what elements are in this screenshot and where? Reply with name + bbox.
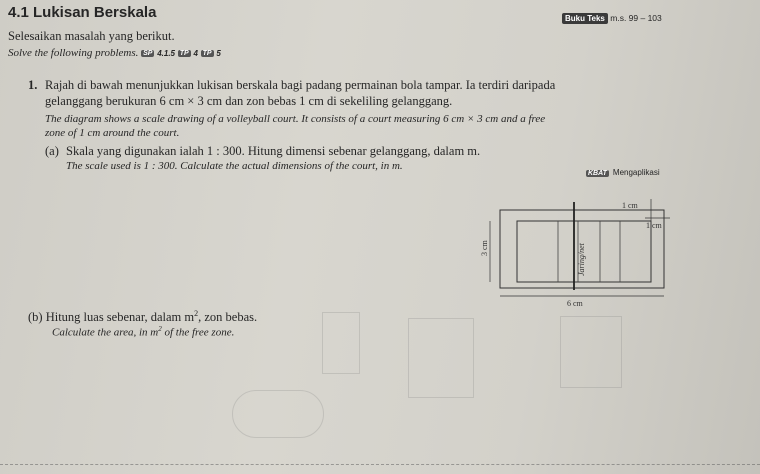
right-dimension-label: 1 cm	[646, 221, 662, 230]
question-english-line: The diagram shows a scale drawing of a volleyball court. It consists of a court measuring 6 cm × 3 cm and a free	[45, 113, 546, 125]
sp-chip: SP	[143, 50, 153, 57]
tp-level: 4	[193, 49, 198, 58]
bleed-through-shape	[560, 316, 622, 388]
net-label: Jaring/net	[577, 243, 586, 276]
question-malay-line: Rajah di bawah menunjukkan lukisan berskala bagi padang permainan bola tampar. Ia terdiri daripada	[45, 78, 556, 92]
tp-chip: TP	[202, 50, 212, 57]
bleed-through-shape	[408, 318, 474, 398]
part-b-label: (b)	[28, 310, 43, 325]
instruction-malay: Selesaikan masalah yang berikut.	[8, 29, 175, 43]
instruction-english	[8, 47, 221, 59]
textbook-reference	[562, 13, 662, 24]
part-b-english-prefix: Calculate the area, in m	[52, 326, 159, 339]
page-reference: m.s. 99 – 103	[610, 13, 662, 23]
question-malay-line: gelanggang berukuran 6 cm × 3 cm dan zon bebas 1 cm di sekeliling gelanggang.	[45, 94, 453, 108]
left-dimension-label: 3 cm	[480, 240, 489, 256]
kbat-chip: KBAT	[588, 170, 607, 177]
part-b-malay-prefix: Hitung luas sebenar, dalam m	[45, 310, 195, 325]
volleyball-court-diagram	[470, 196, 680, 312]
superscript: 2	[194, 309, 199, 318]
bottom-dimension-label: 6 cm	[567, 299, 583, 308]
superscript: 2	[158, 325, 162, 333]
part-a-english: The scale used is 1 : 300. Calculate the actual dimensions of the court, in m.	[66, 160, 403, 172]
bleed-through-shape	[232, 390, 324, 438]
part-b-malay	[28, 309, 257, 325]
instruction-english-text: Solve the following problems.	[8, 47, 139, 59]
section-title: 4.1 Lukisan Berskala	[8, 4, 157, 21]
tp-chip: TP	[179, 50, 189, 57]
textbook-badge: Buku Teks	[562, 13, 608, 24]
question-number: 1.	[28, 78, 38, 92]
bleed-through-shape	[322, 312, 360, 374]
kbat-label: Mengaplikasi	[612, 168, 660, 177]
tp-level: 5	[216, 49, 221, 58]
sp-reference: 4.1.5	[157, 49, 175, 58]
question-english-line: zone of 1 cm around the court.	[45, 127, 180, 139]
part-a-malay: Skala yang digunakan ialah 1 : 300. Hitung dimensi sebenar gelanggang, dalam m.	[66, 144, 481, 158]
part-a-label: (a)	[45, 144, 59, 158]
part-b-english	[52, 325, 234, 339]
kbat-tag	[586, 162, 660, 180]
top-dimension-label: 1 cm	[622, 201, 638, 210]
part-b-english-suffix: of the free zone.	[161, 326, 235, 339]
part-b-malay-suffix: , zon bebas.	[198, 310, 258, 325]
page-bottom-divider	[0, 464, 760, 465]
